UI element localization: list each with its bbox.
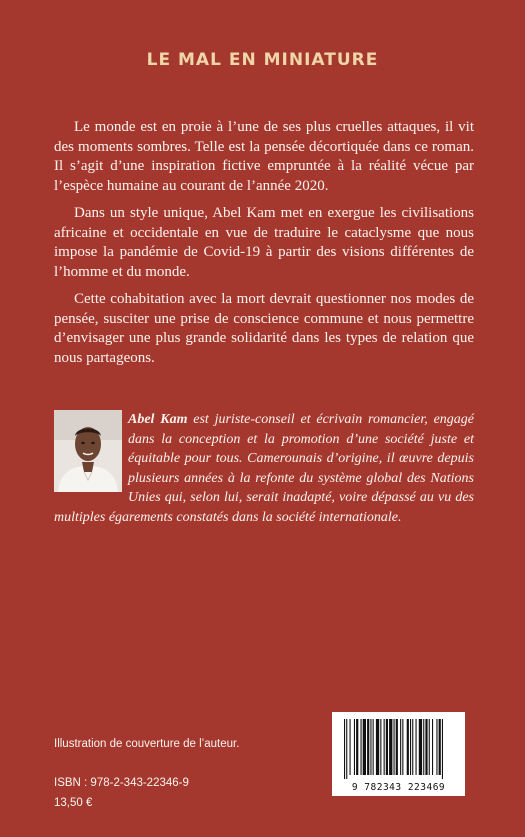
barcode-bar — [442, 719, 443, 779]
barcode-bar — [432, 719, 433, 775]
author-bio — [54, 410, 474, 527]
barcode-bar — [425, 719, 427, 775]
barcode-bar — [361, 719, 362, 775]
barcode-bar — [380, 719, 381, 775]
barcode — [332, 712, 465, 796]
blurb — [54, 118, 474, 376]
barcode-bar — [394, 719, 395, 775]
barcode-bar — [350, 719, 351, 775]
barcode-bar — [419, 719, 422, 775]
barcode-bar — [384, 719, 385, 775]
barcode-bar — [416, 719, 417, 775]
barcode-bar — [367, 719, 369, 775]
illustration-credit: Illustration de couverture de l’auteur. — [54, 738, 240, 750]
barcode-bars — [332, 712, 465, 782]
barcode-bar — [439, 719, 441, 775]
blurb-paragraph-1: Le monde est en proie à l’une de ses plus cruelles attaques, il vit des moments sombres. Telle est la pensée décortiquée dans ce roman. Il s’agit d’une inspiration fictive empruntée à la réalité vécue par l’espèce humaine au courant de l’année 2020. — [54, 119, 474, 194]
barcode-bar — [370, 719, 371, 775]
barcode-bar — [412, 719, 413, 775]
barcode-bar — [429, 719, 430, 775]
barcode-bar — [423, 719, 424, 775]
barcode-bar — [356, 719, 358, 775]
barcode-bar — [346, 719, 347, 779]
barcode-bar — [386, 719, 388, 775]
barcode-bar — [436, 719, 437, 775]
barcode-bar — [396, 719, 398, 775]
barcode-bar — [344, 719, 345, 779]
barcode-bar — [402, 719, 403, 775]
author-name: Abel Kam — [128, 412, 188, 427]
barcode-bar — [389, 719, 392, 775]
barcode-bar — [410, 719, 411, 775]
barcode-bar — [373, 719, 374, 775]
barcode-bar — [376, 719, 379, 775]
book-title: LE MAL EN MINIATURE — [146, 50, 379, 70]
photo-spacer — [54, 410, 128, 492]
barcode-bar — [407, 719, 409, 775]
barcode-bar — [354, 719, 355, 775]
barcode-bar — [400, 719, 401, 775]
price: 13,50 € — [54, 797, 93, 809]
barcode-bar — [363, 719, 366, 775]
barcode-number: 9 782343 223469 — [351, 782, 446, 793]
blurb-paragraph-3: Cette cohabitation avec la mort devrait questionner nos modes de pensée, susciter une prise de conscience commune et nous permettre d’envisager une plus grande solidarité dans les types de relation que nous partageons. — [54, 291, 474, 366]
blurb-paragraph-2: Dans un style unique, Abel Kam met en exergue les civilisations africaine et occidentale en vue de traduire le cataclysme que nous impose la pandémie de Covid-19 à partir des visions différentes de l’homme et du monde. — [54, 205, 474, 280]
author-bio-text: est juriste-conseil et écrivain romancier, engagé dans la conception et la promotion d’une société juste et équitable pour tous. Camerounais d’origine, il œuvre depuis plusieurs années à la refonte du système global des Nations Unies qui, selon lui, serait inadapté, voire dépassé au vu des multiples égarements constatés dans la société internationale. — [54, 412, 474, 525]
isbn: ISBN : 978-2-343-22346-9 — [54, 777, 189, 789]
